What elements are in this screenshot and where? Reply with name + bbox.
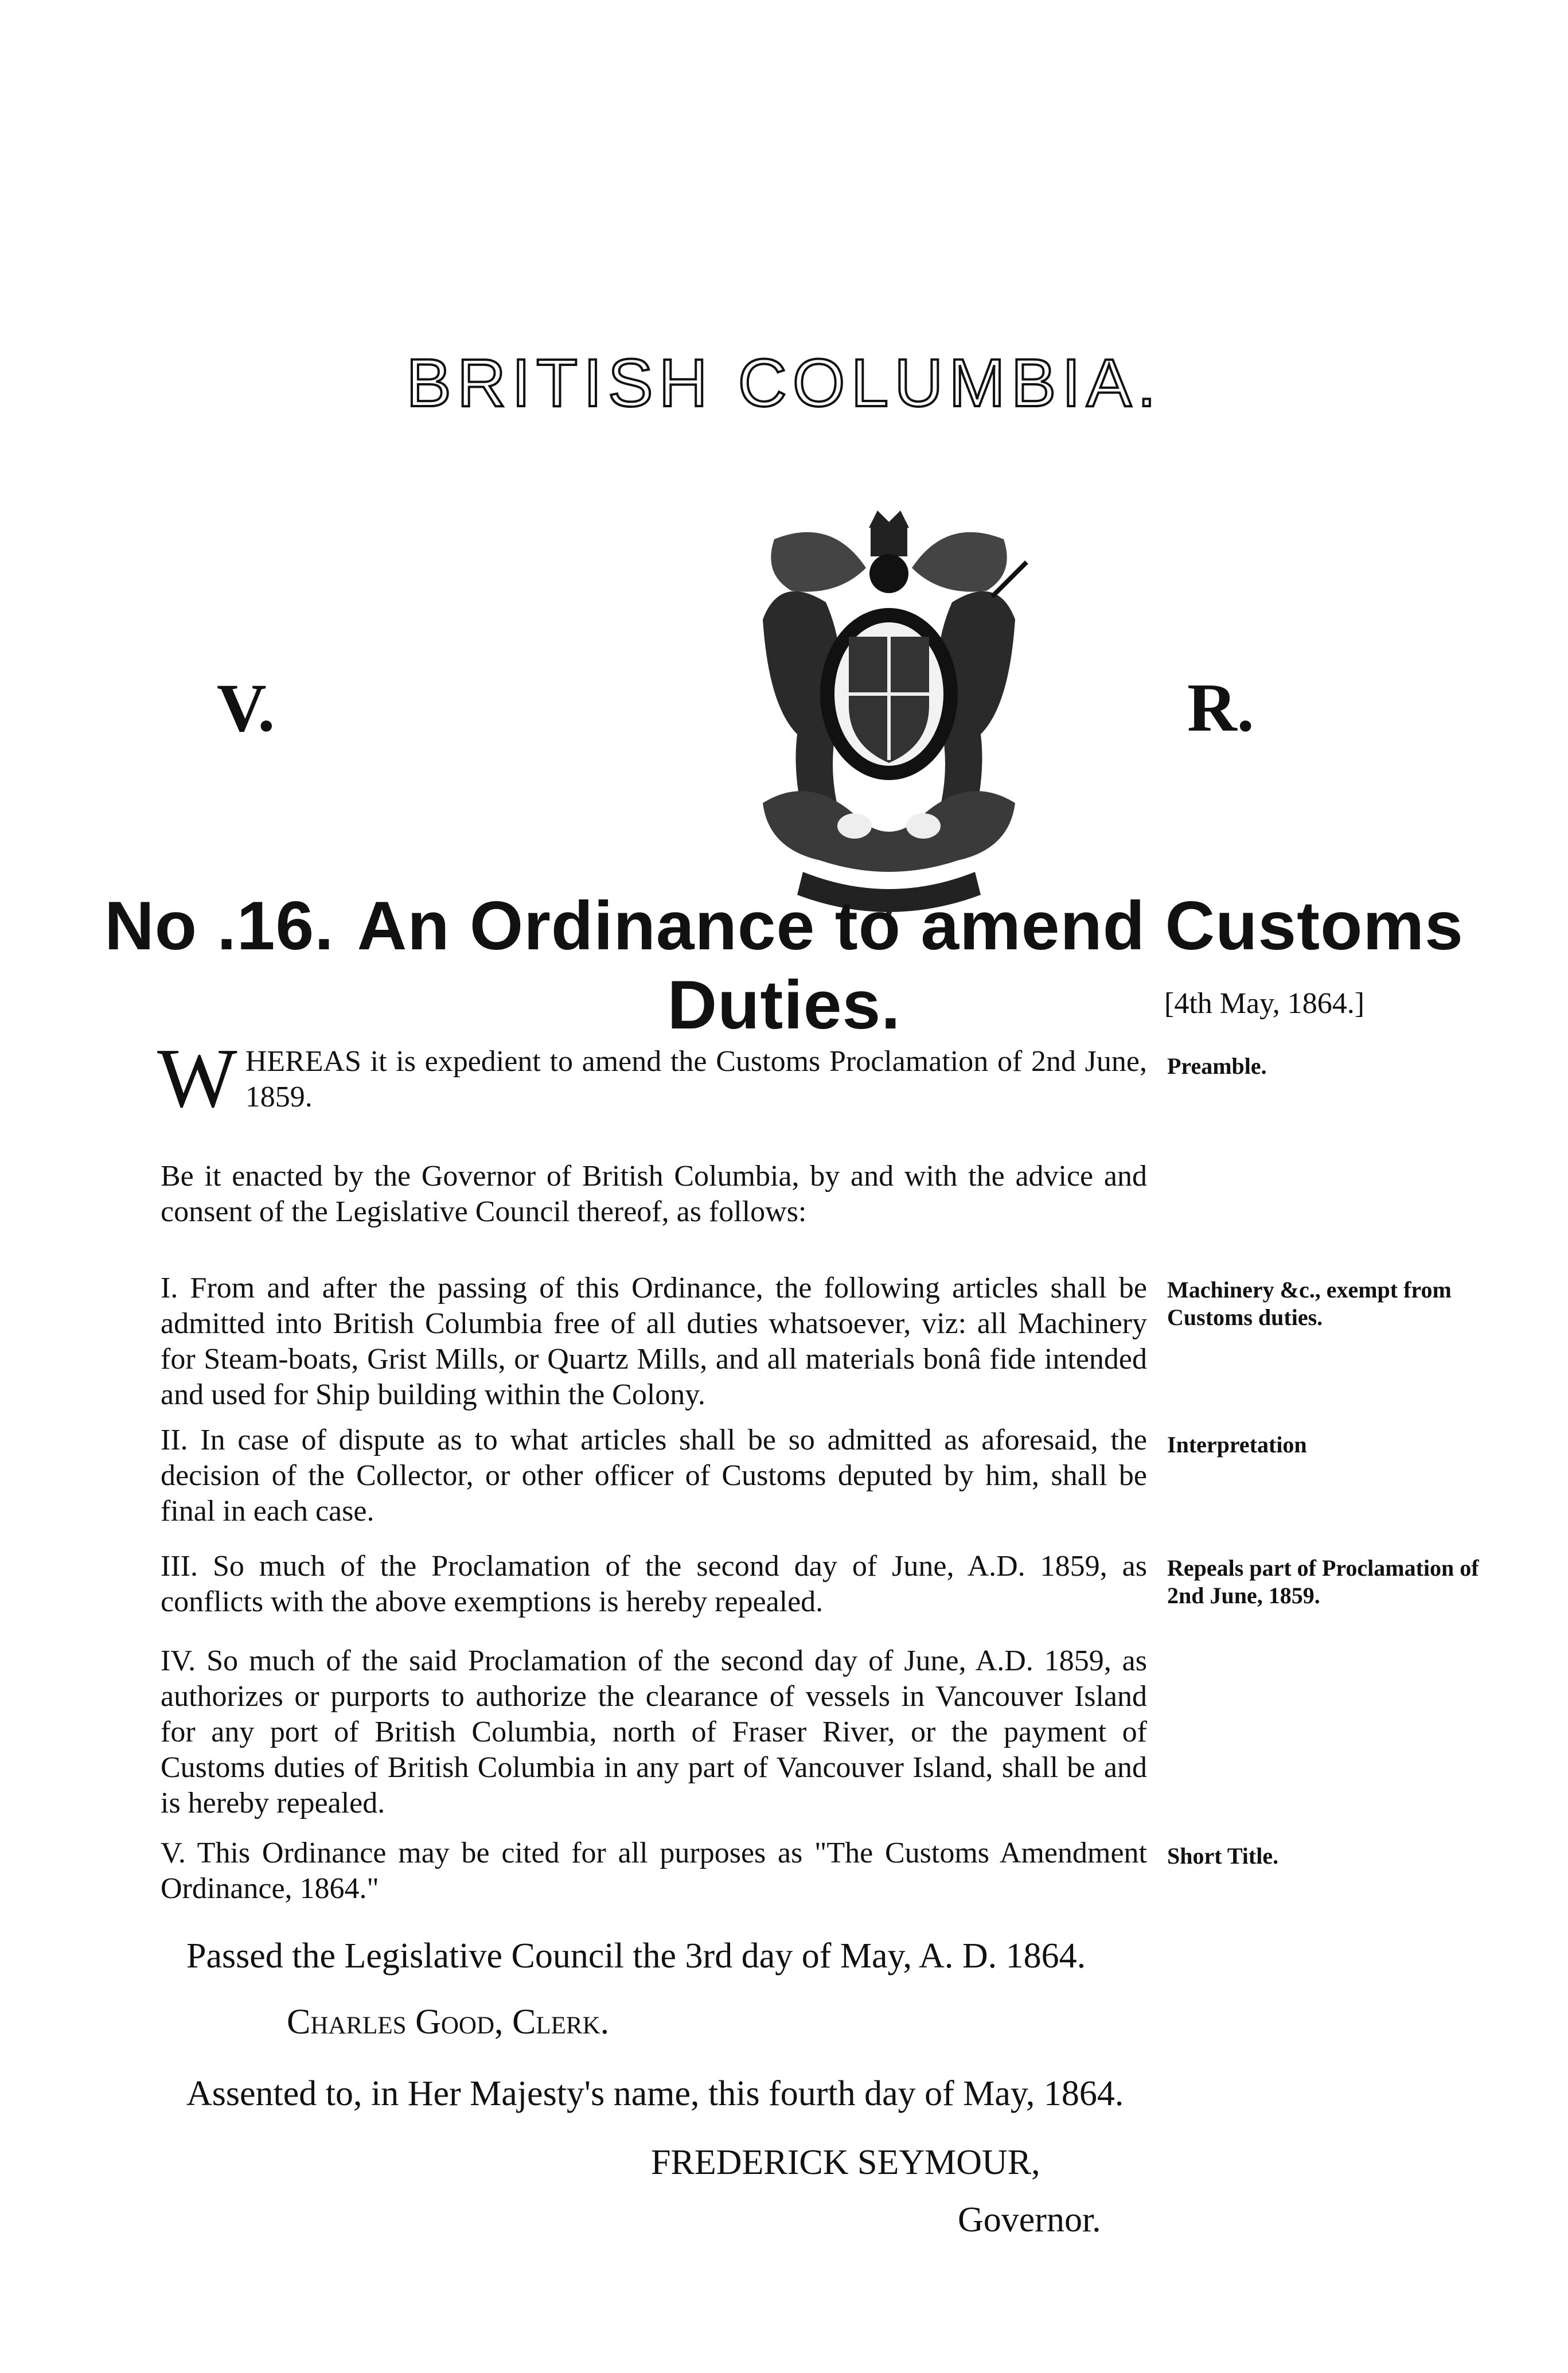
- section-2: II. In case of dispute as to what articles shall be so admitted as aforesaid, the decision of the Collector, or other officer of Customs deputed by him, shall be final in each case.: [161, 1424, 1147, 1528]
- margin-note-section-2: Interpretation: [1167, 1432, 1307, 1458]
- clerk-signature: Charles Good, Clerk.: [287, 2002, 610, 2041]
- governor-title: Governor.: [958, 2200, 1101, 2239]
- enacting-clause: Be it enacted by the Governor of British Columbia, by and with the advice and consent of the Legislative Council thereof, as follows:: [161, 1160, 1147, 1228]
- assent-statement: Assented to, in Her Majesty's name, this fourth day of May, 1864.: [186, 2074, 1124, 2113]
- section-5: V. This Ordinance may be cited for all purposes as "The Customs Amendment Ordinance, 1864.": [161, 1837, 1147, 1905]
- margin-note-section-3: Repeals part of Proclamation of 2nd June, 1859.: [1167, 1555, 1479, 1608]
- section-4: IV. So much of the said Proclamation of the second day of June, A.D. 1859, as authorizes or purports to authorize the clearance of vessels in Vancouver Island for any port of British Columbia, north of Fraser River, or the payment of Customs duties of British Columbia in any part of Vancouver Island, shall be and is hereby repealed.: [161, 1645, 1147, 1819]
- colony-heading: BRITISH COLUMBIA.: [406, 345, 1162, 421]
- ordinance-title: [0, 886, 1568, 1045]
- preamble-text: HEREAS it is expedient to amend the Customs Proclamation of 2nd June, 1859.: [245, 1045, 1147, 1113]
- preamble: [157, 1031, 1147, 1125]
- royal-initial-left: V.: [217, 669, 275, 746]
- ordinance-number: No .16.: [104, 887, 334, 964]
- ordinance-date: [4th May, 1864.]: [1164, 987, 1365, 1020]
- margin-note-section-5: Short Title.: [1167, 1843, 1279, 1869]
- royal-initial-right: R.: [1187, 669, 1254, 746]
- governor-name: FREDERICK SEYMOUR,: [651, 2143, 1040, 2182]
- section-3: III. So much of the Proclamation of the second day of June, A.D. 1859, as conflicts with the above exemptions is hereby repealed.: [161, 1550, 1147, 1618]
- section-1: I. From and after the passing of this Ordinance, the following articles shall be admitted into British Columbia free of all duties whatsoever, viz: all Machinery for Steam-boats, Grist Mills, or Quartz Mills, and all materials bonâ fide intended and used for Ship building within the Colony.: [161, 1272, 1147, 1411]
- ordinance-name: An Ordinance to amend Customs Duties.: [357, 887, 1464, 1043]
- royal-coat-of-arms-icon: [740, 505, 1038, 929]
- passed-statement: Passed the Legislative Council the 3rd day of May, A. D. 1864.: [186, 1936, 1086, 1975]
- margin-note-section-1: Machinery &c., exempt from Customs duties.: [1167, 1277, 1452, 1330]
- preamble-dropcap: W: [157, 1031, 237, 1125]
- margin-note-preamble: Preamble.: [1167, 1053, 1267, 1079]
